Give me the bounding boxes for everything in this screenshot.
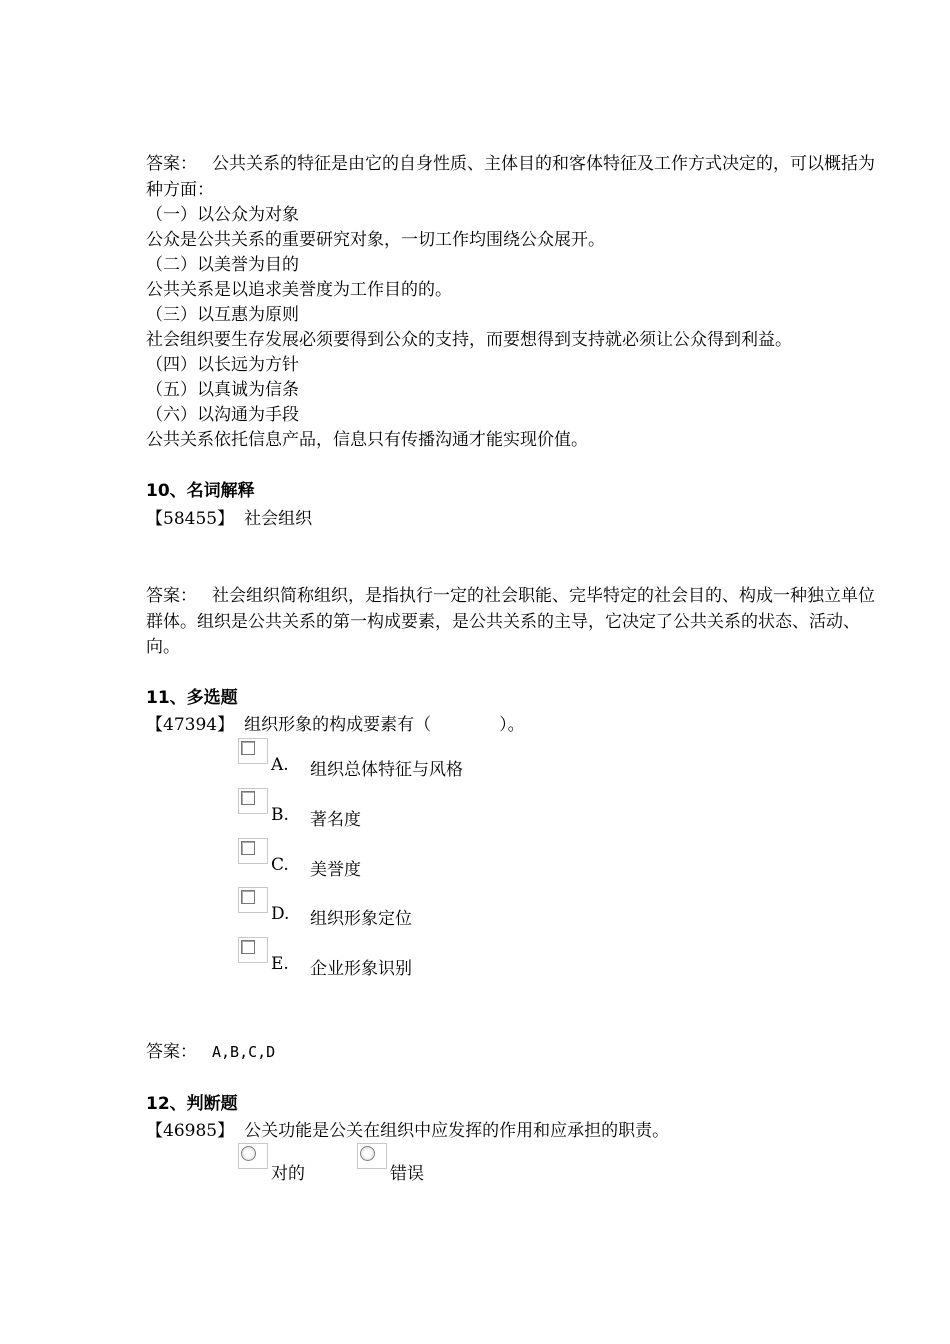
- q11-question-line: [146, 713, 525, 737]
- q9-answer-line-5: 公共关系是以追求美誉度为工作目的的。: [146, 280, 452, 300]
- radio-circle-icon: [241, 1146, 256, 1161]
- q10-question: 社会组织: [244, 509, 313, 529]
- checkbox-square-icon: [241, 890, 255, 904]
- q11-question: 组织形象的构成要素有（ ）。: [244, 715, 525, 735]
- option-text: 组织总体特征与风格: [310, 760, 463, 780]
- option-text: 企业形象识别: [310, 959, 412, 979]
- option-text: 组织形象定位: [310, 909, 412, 929]
- q12-heading: 12、判断题: [146, 1094, 238, 1114]
- q11-answer: A,B,C,D: [212, 1043, 276, 1061]
- radio-false[interactable]: [357, 1143, 387, 1169]
- q11-answer-line: [146, 1040, 275, 1064]
- q9-answer-text: 公共关系的特征是由它的自身性质、主体目的和客体特征及工作方式决定的，可以概括为: [212, 154, 875, 174]
- option-letter: B.: [271, 805, 289, 825]
- false-label: 错误: [390, 1164, 424, 1184]
- checkbox-a[interactable]: [238, 738, 268, 764]
- q12-id: 【46985】: [146, 1121, 235, 1141]
- checkbox-square-icon: [241, 940, 255, 954]
- q9-answer-line-2: （一）以公众为对象: [146, 205, 299, 225]
- q10-answer-line-2: 向。: [146, 637, 180, 657]
- q11-option-d[interactable]: [238, 887, 638, 931]
- q9-answer-line-1: 种方面：: [146, 180, 214, 200]
- q10-heading: 10、名词解释: [146, 481, 255, 501]
- true-label: 对的: [271, 1164, 305, 1184]
- q9-answer-line-9: （五）以真诚为信条: [146, 380, 299, 400]
- q12-question-line: [146, 1119, 669, 1143]
- q11-option-e[interactable]: [238, 937, 638, 981]
- q11-option-c[interactable]: [238, 838, 638, 882]
- checkbox-c[interactable]: [238, 838, 268, 864]
- option-letter: D.: [271, 904, 290, 924]
- q10-id: 【58455】: [146, 509, 235, 529]
- radio-circle-icon: [360, 1146, 375, 1161]
- q9-answer-line-4: （二）以美誉为目的: [146, 255, 299, 275]
- q11-id: 【47394】: [146, 715, 235, 735]
- q10-question-line: [146, 507, 312, 531]
- q11-option-a[interactable]: [238, 738, 638, 782]
- q9-answer-line-11: 公共关系依托信息产品，信息只有传播沟通才能实现价值。: [146, 430, 588, 450]
- checkbox-d[interactable]: [238, 887, 268, 913]
- q9-answer-line-10: （六）以沟通为手段: [146, 405, 299, 425]
- q9-answer-label: 答案：: [146, 154, 197, 174]
- q12-option-false[interactable]: [357, 1143, 457, 1187]
- q9-answer-line-7: 社会组织要生存发展必须要得到公众的支持，而要想得到支持就必须让公众得到利益。: [146, 330, 792, 350]
- q9-answer-line-8: （四）以长远为方针: [146, 355, 299, 375]
- checkbox-square-icon: [241, 791, 255, 805]
- q11-answer-label: 答案：: [146, 1042, 197, 1062]
- q12-option-true[interactable]: [238, 1143, 338, 1187]
- checkbox-square-icon: [241, 741, 255, 755]
- q9-answer-line-0: [146, 152, 875, 176]
- radio-true[interactable]: [238, 1143, 268, 1169]
- q12-question: 公关功能是公关在组织中应发挥的作用和应承担的职责。: [244, 1121, 670, 1141]
- q10-answer-text: 社会组织简称组织，是指执行一定的社会职能、完毕特定的社会目的、构成一种独立单位: [212, 586, 875, 606]
- q11-option-b[interactable]: [238, 788, 638, 832]
- q9-answer-line-6: （三）以互惠为原则: [146, 305, 299, 325]
- q10-answer-line-1: 群体。组织是公共关系的第一构成要素，是公共关系的主导，它决定了公共关系的状态、活动、: [146, 612, 860, 632]
- checkbox-square-icon: [241, 841, 255, 855]
- option-letter: C.: [271, 855, 289, 875]
- checkbox-b[interactable]: [238, 788, 268, 814]
- q9-answer-line-3: 公众是公共关系的重要研究对象，一切工作均围绕公众展开。: [146, 230, 605, 250]
- option-text: 美誉度: [310, 860, 361, 880]
- option-letter: E.: [271, 954, 289, 974]
- q10-answer-line-0: [146, 584, 875, 608]
- q10-answer-label: 答案：: [146, 586, 197, 606]
- checkbox-e[interactable]: [238, 937, 268, 963]
- option-text: 著名度: [310, 810, 361, 830]
- q11-heading: 11、多选题: [146, 688, 238, 708]
- option-letter: A.: [271, 755, 289, 775]
